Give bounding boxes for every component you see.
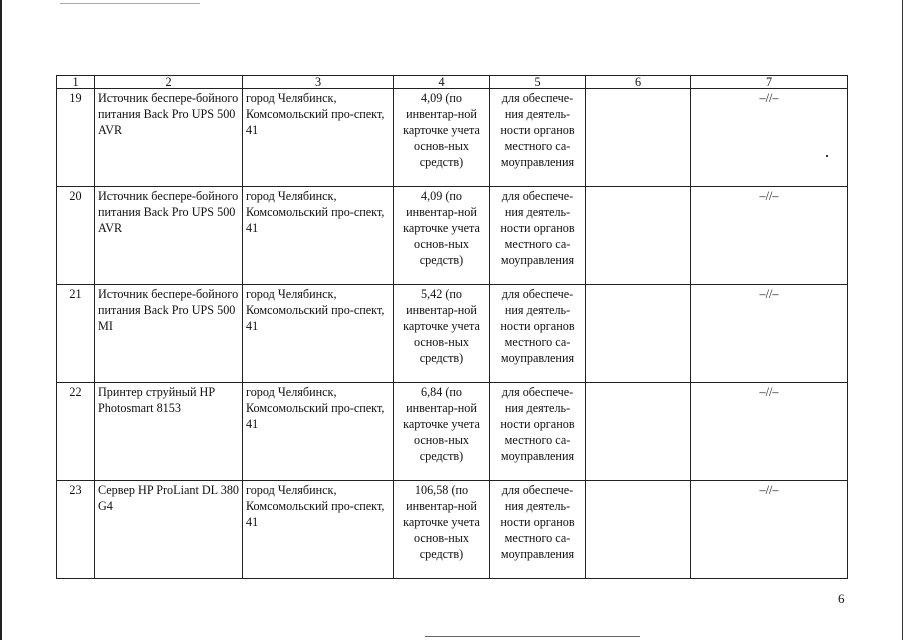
item-note: –//– (691, 285, 848, 383)
item-purpose: для обеспече-ния деятель-ности органов местного са-моуправления (490, 187, 586, 285)
item-location: город Челябинск, Комсомольский про-спект, 41 (243, 187, 394, 285)
item-purpose: для обеспече-ния деятель-ности органов местного са-моуправления (490, 383, 586, 481)
column-header-7: 7 (691, 76, 848, 89)
item-col6 (586, 89, 691, 187)
page-edge-right (902, 0, 903, 640)
table-row (57, 285, 848, 383)
item-value: 4,09 (по инвентар-ной карточке учета основ-ных средств) (394, 187, 490, 285)
table-row (57, 481, 848, 579)
item-col6 (586, 481, 691, 579)
column-header-1: 1 (57, 76, 95, 89)
table-row (57, 187, 848, 285)
item-value: 4,09 (по инвентар-ной карточке учета основ-ных средств) (394, 89, 490, 187)
item-name: Принтер струйный HP Photosmart 8153 (95, 383, 243, 481)
item-location: город Челябинск, Комсомольский про-спект, 41 (243, 481, 394, 579)
item-note: –//– (691, 383, 848, 481)
item-location: город Челябинск, Комсомольский про-спект, 41 (243, 89, 394, 187)
table-row (57, 383, 848, 481)
column-header-5: 5 (490, 76, 586, 89)
column-header-6: 6 (586, 76, 691, 89)
column-header-4: 4 (394, 76, 490, 89)
item-location: город Челябинск, Комсомольский про-спект, 41 (243, 285, 394, 383)
item-name: Источник беспере-бойного питания Back Pro UPS 500 AVR (95, 89, 243, 187)
item-name: Источник беспере-бойного питания Back Pro UPS 500 AVR (95, 187, 243, 285)
property-table (56, 75, 848, 579)
item-note: –//– (691, 481, 848, 579)
row-number: 19 (57, 89, 95, 187)
column-header-2: 2 (95, 76, 243, 89)
item-note: –//– (691, 187, 848, 285)
scan-mark-bottom (425, 636, 640, 637)
row-number: 23 (57, 481, 95, 579)
item-location: город Челябинск, Комсомольский про-спект, 41 (243, 383, 394, 481)
item-col6 (586, 187, 691, 285)
item-purpose: для обеспече-ния деятель-ности органов местного са-моуправления (490, 89, 586, 187)
item-note: –//– (691, 89, 848, 187)
item-value: 5,42 (по инвентар-ной карточке учета основ-ных средств) (394, 285, 490, 383)
row-number: 20 (57, 187, 95, 285)
item-value: 106,58 (по инвентар-ной карточке учета основ-ных средств) (394, 481, 490, 579)
table-row (57, 89, 848, 187)
page-edge-left (0, 0, 2, 640)
page-number: 6 (838, 591, 845, 606)
item-col6 (586, 383, 691, 481)
item-purpose: для обеспече-ния деятель-ности органов местного са-моуправления (490, 285, 586, 383)
item-purpose: для обеспече-ния деятель-ности органов местного са-моуправления (490, 481, 586, 579)
column-header-3: 3 (243, 76, 394, 89)
row-number: 22 (57, 383, 95, 481)
scan-mark-top (60, 3, 200, 4)
item-name: Сервер HP ProLiant DL 380 G4 (95, 481, 243, 579)
row-number: 21 (57, 285, 95, 383)
item-value: 6,84 (по инвентар-ной карточке учета основ-ных средств) (394, 383, 490, 481)
item-name: Источник беспере-бойного питания Back Pro UPS 500 MI (95, 285, 243, 383)
header-row (57, 76, 848, 89)
item-col6 (586, 285, 691, 383)
